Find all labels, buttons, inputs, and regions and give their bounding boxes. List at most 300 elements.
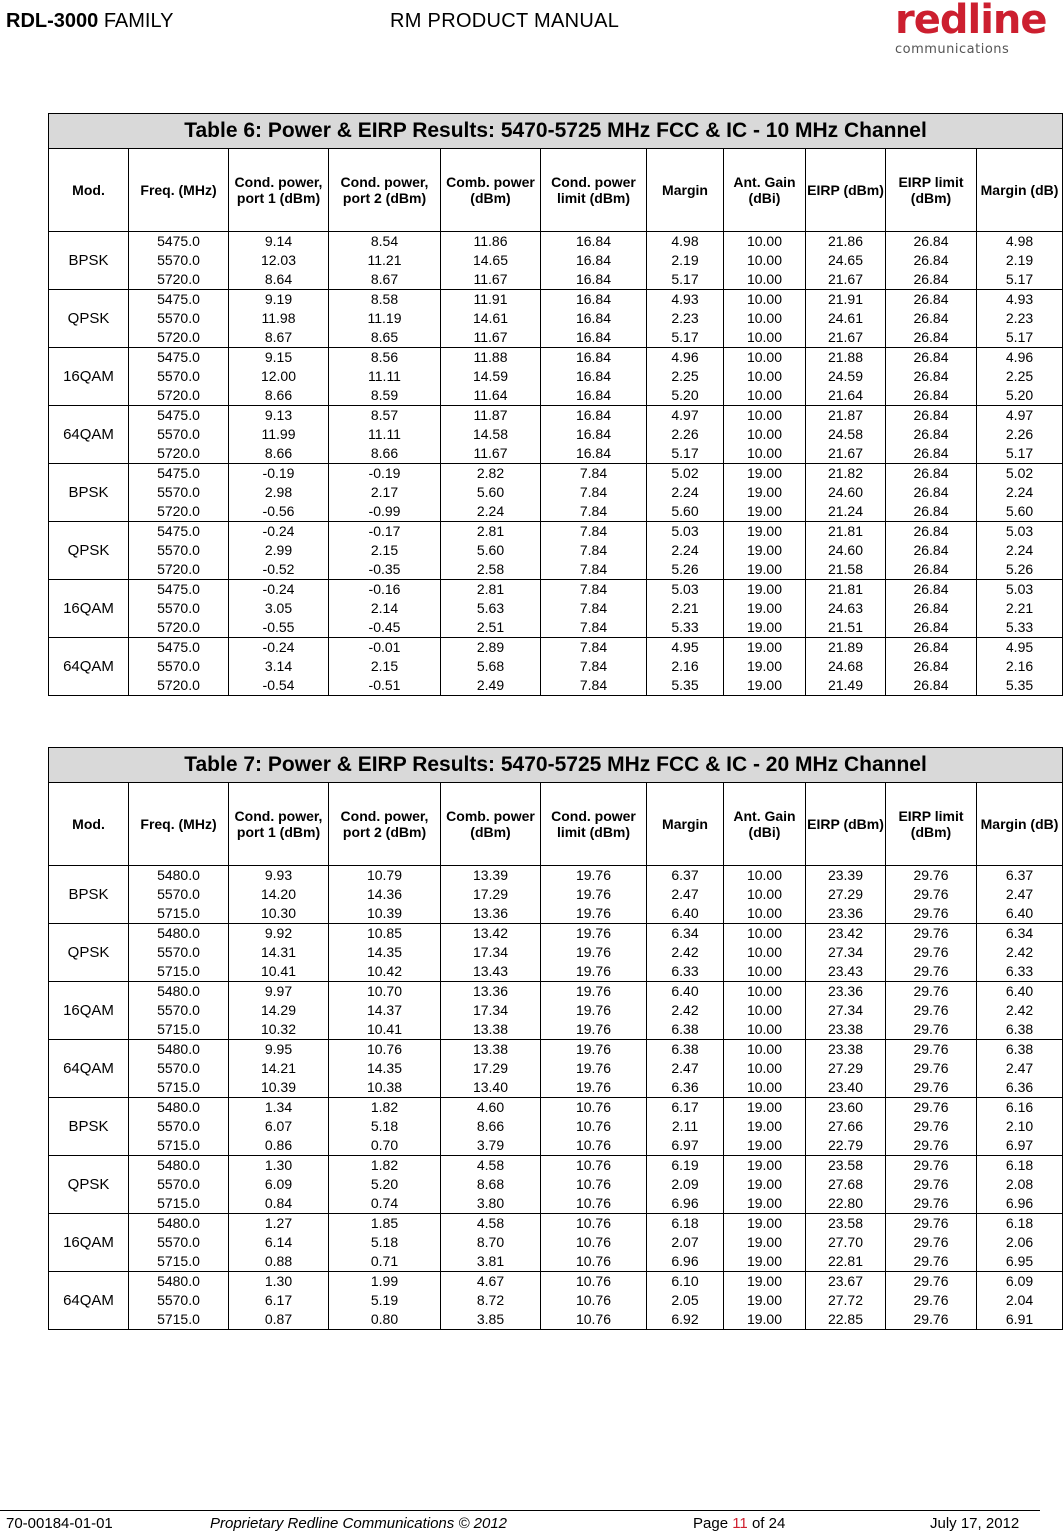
value-cell: 13.39 (441, 866, 541, 886)
value-cell: 2.04 (977, 1291, 1063, 1310)
value-cell: 7.84 (541, 638, 647, 658)
value-cell: 19.00 (724, 1156, 806, 1176)
value-cell: 5.19 (329, 1291, 441, 1310)
value-cell: 0.71 (329, 1252, 441, 1272)
value-cell: 13.36 (441, 982, 541, 1002)
table-row (49, 290, 1063, 310)
value-cell: 6.40 (977, 982, 1063, 1002)
value-cell: 26.84 (886, 328, 977, 348)
value-cell: 10.00 (724, 943, 806, 962)
value-cell: 19.00 (724, 1098, 806, 1118)
value-cell: 14.29 (229, 1001, 329, 1020)
value-cell: 5715.0 (129, 1310, 229, 1330)
value-cell: 29.76 (886, 1136, 977, 1156)
table-row (49, 1310, 1063, 1330)
value-cell: 10.00 (724, 348, 806, 368)
value-cell: 29.76 (886, 1156, 977, 1176)
value-cell: 10.00 (724, 444, 806, 464)
value-cell: 29.76 (886, 1078, 977, 1098)
value-cell: 27.72 (806, 1291, 886, 1310)
value-cell: 21.91 (806, 290, 886, 310)
value-cell: 5480.0 (129, 866, 229, 886)
table-row (49, 943, 1063, 962)
value-cell: 6.18 (647, 1214, 724, 1234)
value-cell: 19.00 (724, 560, 806, 580)
value-cell: 24.68 (806, 657, 886, 676)
value-cell: 6.18 (977, 1214, 1063, 1234)
value-cell: 6.17 (229, 1291, 329, 1310)
value-cell: 8.59 (329, 386, 441, 406)
value-cell: 2.24 (977, 541, 1063, 560)
value-cell: 7.84 (541, 676, 647, 696)
column-header: Mod. (49, 149, 129, 232)
value-cell: 2.81 (441, 580, 541, 600)
value-cell: 19.00 (724, 676, 806, 696)
value-cell: 26.84 (886, 638, 977, 658)
value-cell: 19.76 (541, 982, 647, 1002)
value-cell: 5570.0 (129, 1233, 229, 1252)
value-cell: 2.24 (647, 541, 724, 560)
value-cell: 8.64 (229, 270, 329, 290)
column-header: Comb. power (dBm) (441, 783, 541, 866)
value-cell: 24.60 (806, 541, 886, 560)
value-cell: 11.19 (329, 309, 441, 328)
modulation-cell: 16QAM (49, 1214, 129, 1272)
value-cell: 6.97 (647, 1136, 724, 1156)
value-cell: 16.84 (541, 309, 647, 328)
value-cell: 10.00 (724, 425, 806, 444)
value-cell: 9.92 (229, 924, 329, 944)
value-cell: 14.21 (229, 1059, 329, 1078)
value-cell: 11.88 (441, 348, 541, 368)
value-cell: 24.63 (806, 599, 886, 618)
column-header: Margin (647, 783, 724, 866)
table-row (49, 522, 1063, 542)
value-cell: 23.58 (806, 1156, 886, 1176)
value-cell: 27.70 (806, 1233, 886, 1252)
value-cell: 11.87 (441, 406, 541, 426)
value-cell: 19.00 (724, 1233, 806, 1252)
table-row (49, 657, 1063, 676)
value-cell: 29.76 (886, 1291, 977, 1310)
column-header: EIRP limit (dBm) (886, 783, 977, 866)
value-cell: 11.86 (441, 232, 541, 252)
value-cell: 29.76 (886, 904, 977, 924)
table-row (49, 676, 1063, 696)
value-cell: 6.14 (229, 1233, 329, 1252)
value-cell: 26.84 (886, 580, 977, 600)
value-cell: 6.40 (977, 904, 1063, 924)
value-cell: 10.00 (724, 1020, 806, 1040)
value-cell: 27.66 (806, 1117, 886, 1136)
value-cell: 9.19 (229, 290, 329, 310)
value-cell: 19.76 (541, 1001, 647, 1020)
value-cell: 5480.0 (129, 1214, 229, 1234)
value-cell: 10.76 (541, 1291, 647, 1310)
logo-word: redline (895, 0, 1047, 43)
value-cell: 23.40 (806, 1078, 886, 1098)
value-cell: 6.38 (647, 1040, 724, 1060)
value-cell: 2.23 (977, 309, 1063, 328)
page-prefix: Page (693, 1515, 733, 1532)
value-cell: 6.09 (977, 1272, 1063, 1292)
value-cell: 5.60 (441, 483, 541, 502)
value-cell: 5.68 (441, 657, 541, 676)
value-cell: 2.25 (977, 367, 1063, 386)
value-cell: 23.36 (806, 904, 886, 924)
value-cell: 14.31 (229, 943, 329, 962)
table-row (49, 232, 1063, 252)
logo-subtitle: communications (895, 42, 1010, 57)
value-cell: 2.21 (647, 599, 724, 618)
value-cell: 5.17 (977, 444, 1063, 464)
value-cell: 27.29 (806, 885, 886, 904)
value-cell: 26.84 (886, 560, 977, 580)
value-cell: 5570.0 (129, 1175, 229, 1194)
footer-date: July 17, 2012 (930, 1515, 1020, 1532)
value-cell: 5475.0 (129, 522, 229, 542)
value-cell: 5475.0 (129, 232, 229, 252)
value-cell: 19.76 (541, 866, 647, 886)
table-row (49, 560, 1063, 580)
table-row (49, 962, 1063, 982)
value-cell: 16.84 (541, 328, 647, 348)
value-cell: 16.84 (541, 348, 647, 368)
value-cell: 5.20 (329, 1175, 441, 1194)
value-cell: 4.58 (441, 1156, 541, 1176)
value-cell: 8.70 (441, 1233, 541, 1252)
value-cell: 17.29 (441, 1059, 541, 1078)
value-cell: 5480.0 (129, 1098, 229, 1118)
value-cell: 5480.0 (129, 924, 229, 944)
value-cell: 5570.0 (129, 599, 229, 618)
value-cell: 6.17 (647, 1098, 724, 1118)
value-cell: 10.00 (724, 1078, 806, 1098)
value-cell: 29.76 (886, 1040, 977, 1060)
value-cell: 7.84 (541, 599, 647, 618)
column-header: Mod. (49, 783, 129, 866)
value-cell: 22.81 (806, 1252, 886, 1272)
value-cell: 5.17 (647, 444, 724, 464)
table-title: Table 6: Power & EIRP Results: 5470-5725 MHz FCC & IC - 10 MHz Channel (49, 114, 1063, 149)
column-header: Ant. Gain (dBi) (724, 783, 806, 866)
value-cell: 17.34 (441, 1001, 541, 1020)
table-row (49, 1117, 1063, 1136)
value-cell: 26.84 (886, 522, 977, 542)
value-cell: 23.60 (806, 1098, 886, 1118)
value-cell: 5715.0 (129, 962, 229, 982)
value-cell: 8.66 (441, 1117, 541, 1136)
value-cell: 29.76 (886, 1252, 977, 1272)
value-cell: -0.51 (329, 676, 441, 696)
value-cell: 2.05 (647, 1291, 724, 1310)
value-cell: 5715.0 (129, 1252, 229, 1272)
value-cell: 1.82 (329, 1098, 441, 1118)
value-cell: 1.27 (229, 1214, 329, 1234)
value-cell: 3.85 (441, 1310, 541, 1330)
value-cell: 8.66 (329, 444, 441, 464)
value-cell: 1.30 (229, 1272, 329, 1292)
value-cell: 2.19 (647, 251, 724, 270)
value-cell: 2.98 (229, 483, 329, 502)
value-cell: 19.00 (724, 483, 806, 502)
value-cell: 6.33 (977, 962, 1063, 982)
value-cell: 5570.0 (129, 885, 229, 904)
value-cell: 13.42 (441, 924, 541, 944)
value-cell: 2.07 (647, 1233, 724, 1252)
table-row (49, 1252, 1063, 1272)
page-current: 11 (732, 1515, 748, 1532)
column-header: Margin (dB) (977, 149, 1063, 232)
value-cell: 8.58 (329, 290, 441, 310)
value-cell: 3.80 (441, 1194, 541, 1214)
modulation-cell: QPSK (49, 290, 129, 348)
value-cell: 2.81 (441, 522, 541, 542)
value-cell: 26.84 (886, 657, 977, 676)
value-cell: 6.40 (647, 982, 724, 1002)
modulation-cell: BPSK (49, 232, 129, 290)
value-cell: 6.33 (647, 962, 724, 982)
value-cell: 2.19 (977, 251, 1063, 270)
value-cell: 5570.0 (129, 541, 229, 560)
value-cell: 26.84 (886, 251, 977, 270)
value-cell: 5475.0 (129, 638, 229, 658)
value-cell: -0.17 (329, 522, 441, 542)
value-cell: 5720.0 (129, 328, 229, 348)
value-cell: 2.17 (329, 483, 441, 502)
value-cell: 10.00 (724, 290, 806, 310)
value-cell: -0.19 (329, 464, 441, 484)
value-cell: 4.93 (977, 290, 1063, 310)
value-cell: 29.76 (886, 1001, 977, 1020)
value-cell: 2.15 (329, 541, 441, 560)
value-cell: 11.67 (441, 270, 541, 290)
value-cell: 10.38 (329, 1078, 441, 1098)
value-cell: 19.00 (724, 599, 806, 618)
column-header: Comb. power (dBm) (441, 149, 541, 232)
value-cell: 16.84 (541, 406, 647, 426)
value-cell: 8.68 (441, 1175, 541, 1194)
value-cell: 26.84 (886, 599, 977, 618)
value-cell: 8.57 (329, 406, 441, 426)
value-cell: 2.42 (647, 1001, 724, 1020)
value-cell: -0.52 (229, 560, 329, 580)
value-cell: 2.47 (647, 885, 724, 904)
value-cell: 21.49 (806, 676, 886, 696)
column-header: Cond. power, port 2 (dBm) (329, 149, 441, 232)
value-cell: 8.54 (329, 232, 441, 252)
value-cell: 23.36 (806, 982, 886, 1002)
value-cell: 6.96 (647, 1194, 724, 1214)
table-row (49, 1291, 1063, 1310)
value-cell: 4.95 (647, 638, 724, 658)
value-cell: 7.84 (541, 483, 647, 502)
value-cell: 10.76 (541, 1175, 647, 1194)
value-cell: 9.95 (229, 1040, 329, 1060)
value-cell: 21.86 (806, 232, 886, 252)
value-cell: 8.72 (441, 1291, 541, 1310)
value-cell: 10.00 (724, 251, 806, 270)
value-cell: 8.65 (329, 328, 441, 348)
value-cell: 5570.0 (129, 1001, 229, 1020)
value-cell: 29.76 (886, 866, 977, 886)
table-row (49, 406, 1063, 426)
table-row (49, 1040, 1063, 1060)
column-header: Ant. Gain (dBi) (724, 149, 806, 232)
value-cell: 5.35 (647, 676, 724, 696)
value-cell: 14.59 (441, 367, 541, 386)
table-row (49, 541, 1063, 560)
value-cell: 6.36 (647, 1078, 724, 1098)
value-cell: 2.42 (647, 943, 724, 962)
value-cell: 9.93 (229, 866, 329, 886)
value-cell: 5570.0 (129, 1059, 229, 1078)
value-cell: 3.81 (441, 1252, 541, 1272)
value-cell: 7.84 (541, 657, 647, 676)
value-cell: -0.01 (329, 638, 441, 658)
value-cell: 19.00 (724, 1291, 806, 1310)
table-row (49, 1020, 1063, 1040)
value-cell: 19.76 (541, 1020, 647, 1040)
table-row (49, 464, 1063, 484)
value-cell: 5.03 (647, 580, 724, 600)
table-row (49, 1156, 1063, 1176)
value-cell: 5.63 (441, 599, 541, 618)
value-cell: 21.88 (806, 348, 886, 368)
value-cell: 11.67 (441, 328, 541, 348)
value-cell: 11.11 (329, 367, 441, 386)
value-cell: 19.76 (541, 943, 647, 962)
modulation-cell: 16QAM (49, 982, 129, 1040)
value-cell: 11.11 (329, 425, 441, 444)
value-cell: 10.00 (724, 309, 806, 328)
value-cell: 29.76 (886, 1059, 977, 1078)
table-row (49, 1214, 1063, 1234)
family-suffix: FAMILY (98, 10, 174, 32)
value-cell: 5.20 (977, 386, 1063, 406)
value-cell: 2.08 (977, 1175, 1063, 1194)
value-cell: 19.76 (541, 962, 647, 982)
value-cell: 5.02 (647, 464, 724, 484)
value-cell: 5570.0 (129, 309, 229, 328)
value-cell: 2.25 (647, 367, 724, 386)
value-cell: -0.24 (229, 580, 329, 600)
value-cell: 10.00 (724, 232, 806, 252)
value-cell: -0.54 (229, 676, 329, 696)
value-cell: 11.64 (441, 386, 541, 406)
value-cell: 23.38 (806, 1040, 886, 1060)
value-cell: 6.96 (647, 1252, 724, 1272)
value-cell: 5.03 (647, 522, 724, 542)
table-row (49, 1078, 1063, 1098)
value-cell: 0.74 (329, 1194, 441, 1214)
value-cell: 11.98 (229, 309, 329, 328)
value-cell: 14.65 (441, 251, 541, 270)
column-header: Cond. power, port 1 (dBm) (229, 149, 329, 232)
value-cell: 6.37 (647, 866, 724, 886)
value-cell: 5720.0 (129, 386, 229, 406)
value-cell: 5480.0 (129, 1040, 229, 1060)
value-cell: 29.76 (886, 1272, 977, 1292)
value-cell: 4.60 (441, 1098, 541, 1118)
value-cell: 1.30 (229, 1156, 329, 1176)
value-cell: 4.98 (977, 232, 1063, 252)
family-name: RDL-3000 (6, 10, 99, 32)
value-cell: 7.84 (541, 502, 647, 522)
value-cell: 14.35 (329, 1059, 441, 1078)
table-row (49, 425, 1063, 444)
value-cell: 24.58 (806, 425, 886, 444)
value-cell: 8.66 (229, 444, 329, 464)
value-cell: 2.14 (329, 599, 441, 618)
value-cell: 6.34 (977, 924, 1063, 944)
value-cell: 10.76 (329, 1040, 441, 1060)
value-cell: 19.00 (724, 1117, 806, 1136)
value-cell: 19.00 (724, 1214, 806, 1234)
value-cell: 4.97 (977, 406, 1063, 426)
value-cell: 5.20 (647, 386, 724, 406)
modulation-cell: BPSK (49, 464, 129, 522)
value-cell: 4.97 (647, 406, 724, 426)
footer-divider (0, 1510, 1040, 1511)
value-cell: 5.17 (647, 270, 724, 290)
value-cell: 2.16 (647, 657, 724, 676)
value-cell: 14.61 (441, 309, 541, 328)
table-row (49, 885, 1063, 904)
table-row (49, 1194, 1063, 1214)
value-cell: 19.00 (724, 1175, 806, 1194)
value-cell: 19.00 (724, 657, 806, 676)
value-cell: 6.09 (229, 1175, 329, 1194)
value-cell: 10.00 (724, 962, 806, 982)
table-row (49, 502, 1063, 522)
manual-title: RM PRODUCT MANUAL (390, 10, 620, 32)
value-cell: 16.84 (541, 386, 647, 406)
value-cell: 26.84 (886, 425, 977, 444)
value-cell: 3.79 (441, 1136, 541, 1156)
value-cell: 26.84 (886, 348, 977, 368)
value-cell: 19.76 (541, 904, 647, 924)
value-cell: 2.23 (647, 309, 724, 328)
value-cell: 5480.0 (129, 982, 229, 1002)
value-cell: 14.58 (441, 425, 541, 444)
table-row (49, 444, 1063, 464)
value-cell: 10.76 (541, 1233, 647, 1252)
value-cell: 2.58 (441, 560, 541, 580)
modulation-cell: BPSK (49, 1098, 129, 1156)
value-cell: 29.76 (886, 1020, 977, 1040)
value-cell: 2.49 (441, 676, 541, 696)
value-cell: 10.00 (724, 885, 806, 904)
value-cell: 27.29 (806, 1059, 886, 1078)
value-cell: 5715.0 (129, 1078, 229, 1098)
value-cell: 29.76 (886, 1117, 977, 1136)
value-cell: 6.91 (977, 1310, 1063, 1330)
value-cell: 6.38 (977, 1020, 1063, 1040)
value-cell: 4.95 (977, 638, 1063, 658)
value-cell: 2.47 (647, 1059, 724, 1078)
value-cell: 19.00 (724, 541, 806, 560)
table-row (49, 328, 1063, 348)
value-cell: 10.00 (724, 328, 806, 348)
value-cell: 5720.0 (129, 270, 229, 290)
value-cell: 5720.0 (129, 618, 229, 638)
value-cell: 5.33 (647, 618, 724, 638)
value-cell: 5715.0 (129, 1136, 229, 1156)
value-cell: 6.34 (647, 924, 724, 944)
value-cell: 5.17 (977, 328, 1063, 348)
value-cell: 10.00 (724, 386, 806, 406)
